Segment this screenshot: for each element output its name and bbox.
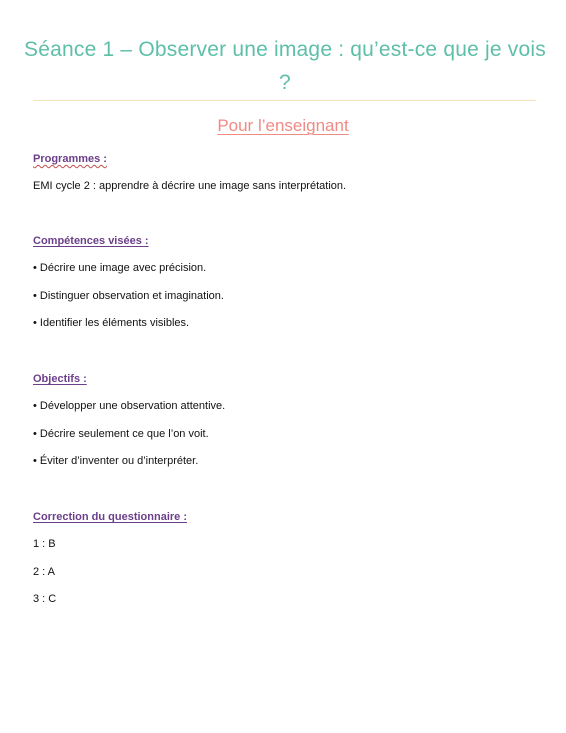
correction-answer: 2 : A xyxy=(33,566,56,578)
correction-heading: Correction du questionnaire : xyxy=(33,511,188,523)
objectifs-item: • Développer une observation attentive. xyxy=(33,400,226,412)
page-title: Séance 1 – Observer une image : qu’est-ce que je vois ? xyxy=(24,38,546,94)
title-divider xyxy=(33,100,536,101)
competences-item: • Identifier les éléments visibles. xyxy=(33,317,190,329)
objectifs-item: • Décrire seulement ce que l’on voit. xyxy=(33,428,209,440)
competences-item: • Distinguer observation et imagination. xyxy=(33,290,224,302)
objectifs-heading: Objectifs : xyxy=(33,373,87,385)
competences-heading: Compétences visées : xyxy=(33,235,149,247)
page-subtitle xyxy=(0,115,566,137)
subtitle-text: Pour l’enseignant xyxy=(217,116,349,135)
correction-answer: 3 : C xyxy=(33,593,57,605)
objectifs-item: • Éviter d’inventer ou d’interpréter. xyxy=(33,455,199,467)
competences-item: • Décrire une image avec précision. xyxy=(33,262,207,274)
programmes-line: EMI cycle 2 : apprendre à décrire une image sans interprétation. xyxy=(33,180,347,192)
programmes-heading: Programmes : xyxy=(33,153,107,165)
correction-answer: 1 : B xyxy=(33,538,56,550)
